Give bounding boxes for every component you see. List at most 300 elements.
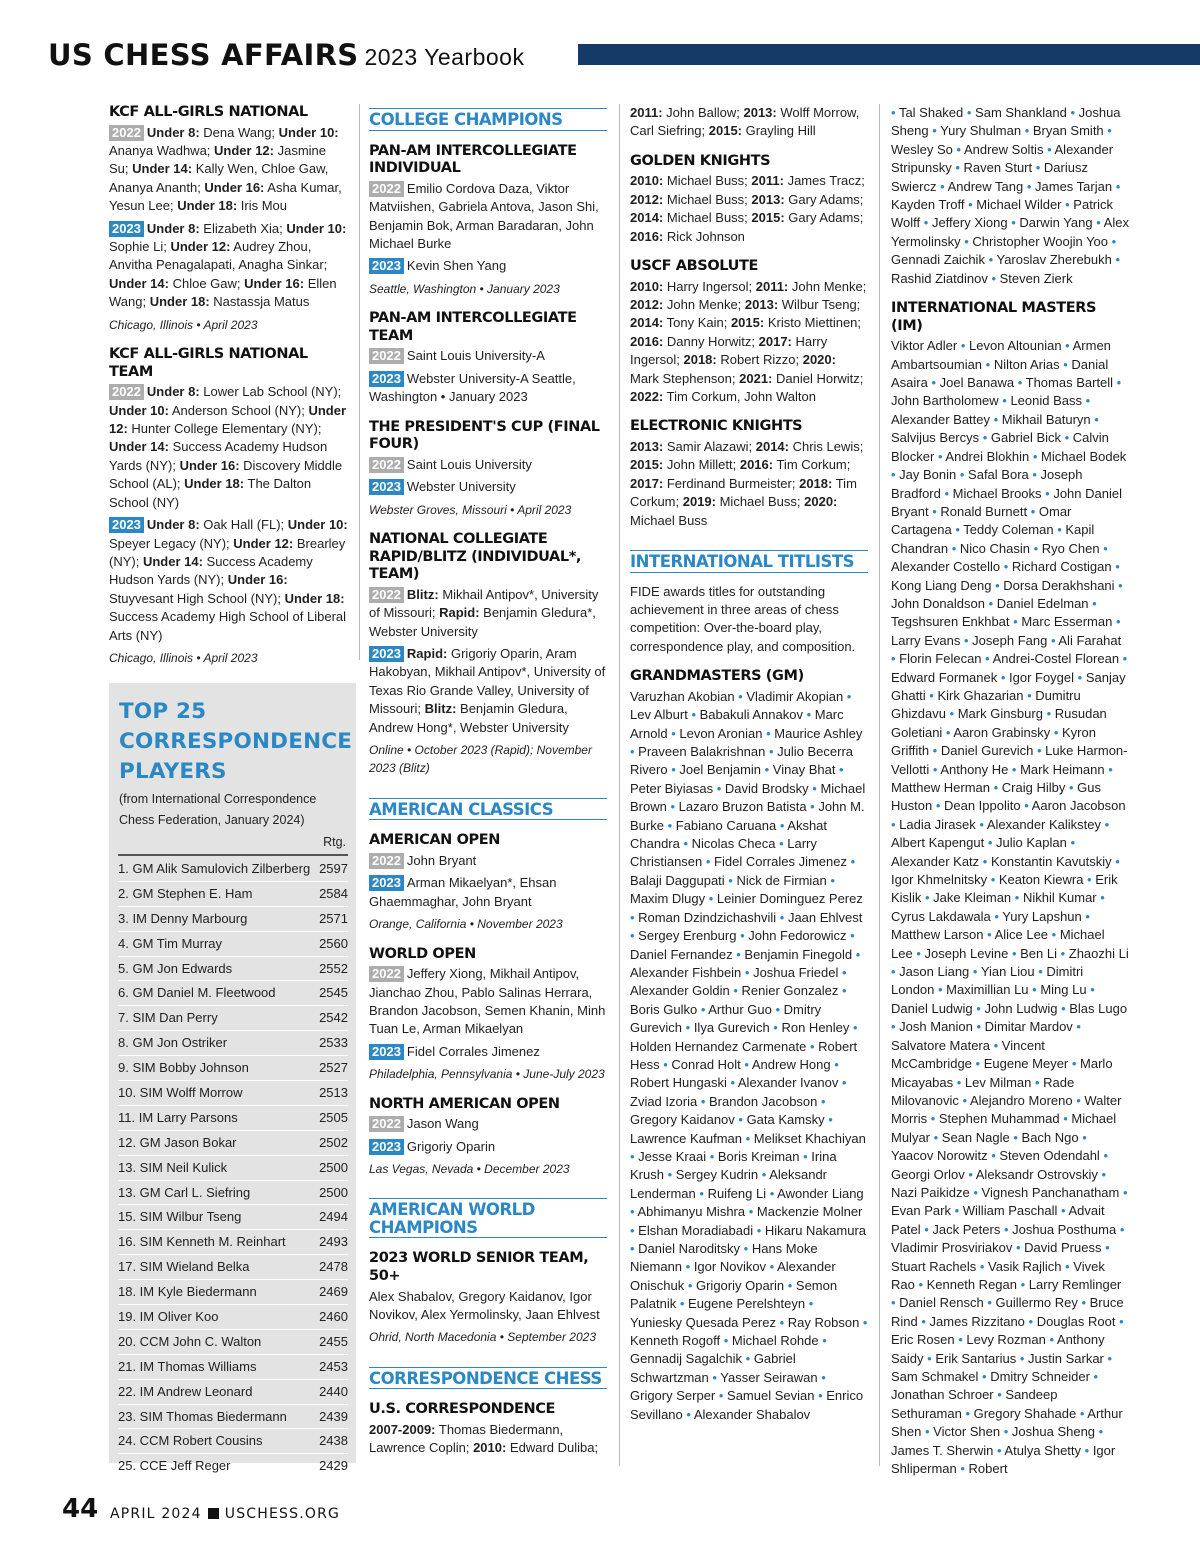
bullet-separator: • — [758, 1167, 770, 1183]
result-entry — [369, 1043, 607, 1061]
player-name: Joshua Posthuma — [1012, 1221, 1117, 1237]
top25-rating-header: Rtg. — [323, 835, 346, 849]
bullet-separator: • — [666, 799, 679, 815]
bullet-separator: • — [1034, 964, 1047, 980]
player-name: Yian Liou — [980, 964, 1035, 980]
player-rating: 2505 — [319, 1109, 348, 1125]
player-rating: 2513 — [319, 1085, 348, 1101]
player-name: Alexander Costello — [891, 559, 1001, 575]
bullet-separator: • — [957, 338, 970, 354]
bullet-separator: • — [630, 1241, 639, 1256]
top25-rule — [118, 854, 348, 856]
bullet-separator: • — [1032, 160, 1044, 176]
bullet-separator: • — [1076, 1405, 1088, 1421]
player-name: Conrad Holt — [671, 1056, 741, 1072]
player-name: Aaron Jacobson — [1031, 798, 1126, 814]
bullet-separator: • — [663, 817, 676, 833]
player-name: Steven Zierk — [999, 270, 1073, 286]
bullet-separator: • — [784, 1277, 796, 1293]
ranking-row — [118, 1330, 348, 1355]
player-name: Igor Shliperman — [891, 1442, 1116, 1477]
bullet-separator: • — [1103, 123, 1112, 139]
year-badge: 2023 — [369, 479, 404, 495]
event-location: Online • October 2023 (Rapid); November 2023 (Blitz) — [369, 742, 592, 776]
player-name: Erik Kislik — [891, 872, 1118, 906]
player-name: Fidel Corrales Jimenez — [714, 854, 847, 870]
bullet-separator: • — [1081, 1442, 1093, 1458]
player-name: Robert — [968, 1461, 1008, 1477]
bullet-separator: • — [805, 1296, 814, 1312]
bullet-separator: • — [954, 1332, 967, 1348]
player-name: Stuart Rachels — [891, 1258, 977, 1274]
bullet-separator: • — [740, 1056, 752, 1072]
bullet-separator: • — [990, 908, 1003, 924]
bullet-separator: • — [846, 854, 856, 870]
bullet-separator: • — [956, 467, 969, 483]
result-text: 2010: Michael Buss; 2011: James Tracz; 2012: Michael Buss; 2013: Gary Adams; 2014: Michael Buss; 2015: Gary Adams; 2016: Rick Johnson — [630, 173, 865, 244]
player-name: Boris Gulko — [630, 1001, 698, 1017]
result-entry — [369, 478, 607, 496]
event-heading: KCF ALL-GIRLS NATIONAL — [109, 104, 308, 120]
bullet-separator: • — [1101, 816, 1110, 832]
bullet-separator: • — [1066, 835, 1076, 851]
bullet-separator: • — [1104, 761, 1113, 777]
bullet-separator: • — [928, 123, 941, 139]
player-name: Sam Schmakel — [891, 1369, 979, 1384]
bullet-separator: • — [1000, 559, 1012, 575]
bullet-separator: • — [991, 577, 1004, 593]
bullet-separator: • — [1033, 743, 1046, 759]
player-name: 24. CCM Robert Cousins — [118, 1433, 263, 1449]
event-heading: GRANDMASTERS (GM) — [630, 668, 804, 685]
result-entry — [369, 180, 607, 254]
bullet-separator: • — [983, 1295, 996, 1311]
player-name: Levon Aronian — [679, 725, 763, 741]
player-name: Jonathan Schroer — [891, 1387, 994, 1403]
column-1 — [109, 104, 349, 667]
bullet-separator: • — [702, 854, 715, 870]
bullet-separator: • — [1000, 1221, 1013, 1237]
event-location: Philadelphia, Pennsylvania • June-July 2023 — [369, 1067, 605, 1082]
player-name: Bruce Rind — [891, 1295, 1124, 1329]
player-name: Darwin Yang — [1019, 215, 1093, 231]
player-name: Vincent McCambridge — [891, 1037, 1045, 1072]
player-name: Alexander Kalikstey — [986, 816, 1102, 832]
player-name: Ruifeng Li — [707, 1185, 767, 1201]
bullet-separator: • — [706, 1148, 718, 1164]
year-badge: 2022 — [369, 181, 404, 197]
player-name: Semon Palatnik — [630, 1277, 838, 1312]
bullet-separator: • — [775, 836, 788, 852]
player-name: Ladia Jirasek — [899, 816, 976, 832]
year-badge: 2023 — [369, 875, 404, 891]
player-name: Bach Ngo — [1021, 1129, 1079, 1145]
player-name: Ming Lu — [1040, 982, 1087, 998]
player-name: Ilya Gurevich — [693, 1020, 770, 1036]
player-rating: 2597 — [319, 861, 348, 876]
player-name: Joseph Fang — [972, 632, 1048, 648]
bullet-separator: • — [989, 780, 1002, 795]
player-name: Ali Farahat — [1058, 632, 1122, 648]
result-text: Under 8: Oak Hall (FL); Under 10: Speyer Legacy (NY); Under 12: Brearley (NY); Under 14: Success Academy Hudson Yards (NY); Under 16: Stuyvesant High School (NY); Under 18: Success Academy High School of Liberal Arts (NY) — [109, 517, 348, 643]
player-name: Jay Bonin — [899, 467, 957, 483]
bullet-separator: • — [720, 1333, 732, 1349]
bullet-separator: • — [697, 1093, 709, 1109]
bullet-separator: • — [983, 927, 995, 943]
player-rating: 2545 — [319, 985, 348, 1001]
bullet-separator: • — [630, 909, 639, 925]
bullet-separator: • — [1061, 197, 1074, 213]
player-name: Victor Shen — [933, 1424, 1001, 1440]
bullet-separator: • — [1017, 1276, 1029, 1292]
player-name: Gus Huston — [891, 780, 1101, 814]
bullet-separator: • — [981, 651, 993, 667]
bullet-separator: • — [734, 688, 747, 704]
bullet-separator: • — [960, 233, 973, 249]
bullet-separator: • — [948, 540, 960, 556]
player-name: 6. GM Daniel M. Fleetwood — [118, 985, 276, 1001]
bullet-separator: • — [976, 1258, 989, 1274]
player-name: Irina Krush — [630, 1148, 837, 1183]
player-name: Dumitru Ghizdavu — [891, 687, 1081, 722]
player-name: Hans Moke Niemann — [630, 1241, 818, 1275]
player-name: Walter Morris — [891, 1092, 1122, 1127]
player-name: Varuzhan Akobian — [630, 688, 735, 704]
bullet-separator: • — [958, 1092, 970, 1108]
player-name: Eugene Perelshteyn — [688, 1296, 806, 1312]
player-name: Eric Rosen — [891, 1332, 955, 1348]
result-text: Alex Shabalov, Gregory Kaidanov, Igor Novikov, Alex Yermolinsky, Jaan Ehlvest — [369, 1288, 600, 1322]
player-name: Vladimir Akopian — [746, 688, 844, 704]
bullet-separator: • — [630, 1204, 638, 1220]
bullet-separator: • — [1099, 1148, 1108, 1164]
bullet-separator: • — [1074, 669, 1086, 685]
player-name: Dmitry Gurevich — [630, 1001, 822, 1036]
bullet-separator: • — [676, 1296, 689, 1312]
player-name: Mikhail Baturyn — [1001, 411, 1091, 427]
player-name: Joseph Bradford — [891, 467, 1083, 501]
player-name: Alice Lee — [994, 927, 1049, 943]
player-rating: 2439 — [319, 1408, 348, 1424]
bullet-separator: • — [659, 1056, 672, 1072]
bullet-separator: • — [769, 1020, 782, 1036]
column-3 — [630, 104, 868, 1424]
result-text: Saint Louis University — [406, 456, 532, 472]
bullet-separator: • — [1029, 448, 1042, 464]
player-name: Robert Hess — [630, 1038, 858, 1072]
bullet-separator: • — [1097, 1166, 1107, 1182]
player-name: Dean Ippolito — [943, 798, 1021, 814]
bullet-separator: • — [708, 1369, 721, 1385]
player-name: Calvin Blocker — [891, 430, 1109, 464]
player-name: Alex Yermolinsky — [891, 215, 1129, 249]
bullet-separator: • — [742, 1130, 754, 1146]
bullet-separator: • — [1088, 595, 1097, 611]
bullet-separator: • — [917, 1313, 930, 1329]
titlist-list — [891, 104, 1129, 288]
bullet-separator: • — [753, 1222, 765, 1238]
bullet-separator: • — [736, 928, 749, 944]
player-name: Kirk Ghazarian — [937, 687, 1024, 703]
player-name: James Tarjan — [1035, 178, 1113, 194]
player-rating: 2500 — [319, 1159, 348, 1175]
bullet-separator: • — [1077, 1295, 1090, 1311]
player-name: Eugene Meyer — [983, 1056, 1069, 1072]
section-heading: COLLEGE CHAMPIONS — [369, 108, 607, 131]
player-name: Sam Shankland — [975, 105, 1067, 120]
result-entry — [369, 586, 607, 641]
player-name: Richard Costigan — [1011, 559, 1112, 575]
bullet-separator: • — [682, 1406, 694, 1422]
bullet-separator: • — [961, 1405, 974, 1421]
bullet-separator: • — [802, 707, 815, 723]
player-name: Holden Hernandez Carmenate — [630, 1038, 807, 1054]
player-name: Larry Evans — [891, 632, 961, 648]
player-name: Grigory Serper — [630, 1388, 716, 1404]
year-badge: 2022 — [369, 853, 404, 869]
result-text: 2013: Samir Alazawi; 2014: Chris Lewis; 2015: John Millett; 2016: Tim Corkum; 2017: Ferdinand Burmeister; 2018: Tim Corkum; 2019: Michael Buss; 2020: Michael Buss — [630, 439, 864, 528]
result-text: 2011: John Ballow; 2013: Wolff Morrow, Carl Siefring; 2015: Grayling Hill — [630, 105, 860, 139]
bullet-separator: • — [1115, 1313, 1124, 1329]
player-rating: 2560 — [319, 935, 348, 951]
bullet-separator: • — [630, 744, 639, 760]
bullet-separator: • — [1027, 503, 1039, 519]
bullet-separator: • — [761, 762, 773, 778]
bullet-separator: • — [762, 725, 775, 741]
header-title: US CHESS AFFAIRS 2023 Yearbook — [48, 38, 525, 72]
player-name: Viktor Adler — [891, 338, 958, 354]
player-name: Dimitri London — [891, 964, 1084, 998]
player-name: Thomas Bartell — [1025, 375, 1114, 391]
bullet-separator: • — [1047, 632, 1059, 648]
bullet-separator: • — [1068, 1056, 1081, 1072]
player-name: Alexander Onischuk — [630, 1259, 836, 1293]
event-heading: NATIONAL COLLEGIATE RAPID/BLITZ (INDIVIDUAL*, TEAM) — [369, 530, 582, 583]
bullet-separator: • — [1086, 982, 1095, 998]
column-2 — [369, 104, 607, 1462]
player-rating: 2438 — [319, 1433, 348, 1449]
player-rating: 2542 — [319, 1010, 348, 1026]
player-name: Alexander Fishbein — [630, 964, 742, 980]
result-text: Under 8: Elizabeth Xia; Under 10: Sophie Li; Under 12: Audrey Zhou, Anvitha Penagalapati, Anagha Sinkar; Under 14: Chloe Gaw; Under 16: Ellen Wang; Under 18: Nastassja Matus — [109, 220, 347, 310]
bullet-separator: • — [715, 1388, 728, 1404]
event-heading: GOLDEN KNIGHTS — [630, 152, 771, 169]
ranking-row — [118, 1181, 348, 1206]
player-name: Jesse Kraai — [638, 1148, 707, 1164]
player-rating: 2527 — [319, 1060, 348, 1076]
ranking-row — [118, 1056, 348, 1081]
player-name: Ben Li — [1020, 945, 1057, 961]
player-name: Jason Liang — [899, 964, 970, 980]
player-name: Nick de Firmian — [736, 872, 827, 888]
bullet-separator: • — [969, 964, 981, 980]
player-rating: 2571 — [319, 910, 348, 926]
ranking-row — [118, 1305, 348, 1330]
player-name: Alexander Katz — [891, 853, 980, 869]
player-name: William Paschall — [962, 1203, 1058, 1219]
bullet-separator: • — [1111, 853, 1120, 869]
bullet-separator: • — [1092, 215, 1104, 231]
event-heading: U.S. CORRESPONDENCE — [369, 1401, 556, 1418]
bullet-separator: • — [963, 105, 976, 120]
column-divider — [879, 104, 880, 1466]
section-heading: AMERICAN CLASSICS — [369, 798, 607, 821]
footer-issue: APRIL 2024 — [110, 1506, 202, 1522]
player-name: Zhaozhi Li — [1068, 945, 1129, 961]
player-name: Gennadij Sagalchik — [630, 1351, 743, 1367]
player-name: Alexander Stripunsky — [891, 141, 1114, 176]
bullet-separator: • — [932, 798, 944, 814]
event-heading: THE PRESIDENT'S CUP (FINAL FOUR) — [369, 418, 600, 453]
player-name: Tal Shaked — [898, 105, 964, 120]
bullet-separator: • — [776, 817, 788, 833]
result-text: Emilio Cordova Daza, Viktor Matviishen, Gabriela Antova, Jason Shi, Benjamin Bok, Arman Baradaran, John Michael Burke — [369, 180, 599, 251]
bullet-separator: • — [972, 1000, 985, 1016]
bullet-separator: • — [766, 1259, 778, 1275]
player-name: Julio Becerra Rivero — [630, 744, 854, 778]
bullet-separator: • — [975, 816, 987, 832]
bullet-separator: • — [1111, 252, 1121, 268]
player-rating: 2502 — [319, 1134, 348, 1150]
bullet-separator: • — [912, 945, 925, 961]
player-name: Babakuli Annakov — [699, 707, 803, 723]
event-location: Orange, California • November 2023 — [369, 917, 563, 932]
bullet-separator: • — [925, 687, 938, 703]
ranking-row — [118, 932, 348, 957]
bullet-separator: • — [1023, 178, 1036, 194]
year-badge: 2023 — [369, 258, 404, 274]
result-entry — [369, 456, 607, 474]
bullet-separator: • — [1057, 1000, 1070, 1016]
player-name: Alexander Battey — [891, 411, 991, 427]
bullet-separator: • — [964, 1166, 976, 1182]
player-name: Renier Gonzalez — [741, 983, 839, 999]
bullet-separator: • — [1065, 780, 1078, 795]
player-name: Joshua Sheng — [1011, 1424, 1096, 1440]
bullet-separator: • — [729, 983, 742, 999]
player-name: Yury Shulman — [940, 123, 1022, 139]
player-name: Joshua Sheng — [891, 105, 1121, 139]
player-name: Atulya Shetty — [1004, 1442, 1082, 1458]
bullet-separator: • — [713, 780, 725, 796]
bullet-separator: • — [1113, 375, 1122, 391]
result-entry — [369, 370, 607, 407]
bullet-separator: • — [1024, 1313, 1037, 1329]
bullet-separator: • — [950, 1203, 963, 1219]
player-name: Larry Remlinger — [1028, 1276, 1122, 1292]
player-name: Ron Henley — [781, 1020, 850, 1036]
player-name: Gabriel Bick — [990, 430, 1061, 446]
event-heading: USCF ABSOLUTE — [630, 258, 758, 275]
top25-box — [109, 683, 356, 1474]
player-name: Awonder Liang — [777, 1185, 864, 1201]
bullet-separator: • — [705, 891, 717, 907]
result-entry — [369, 347, 607, 365]
bullet-separator: • — [891, 651, 900, 667]
player-name: 10. SIM Wolff Morrow — [118, 1085, 243, 1101]
bullet-separator: • — [1028, 467, 1041, 483]
bullet-separator: • — [1114, 577, 1123, 593]
player-name: Cyrus Lakdawala — [891, 908, 991, 924]
bullet-separator: • — [814, 1388, 827, 1404]
player-name: Bryan Smith — [1032, 123, 1104, 139]
player-name: Larry Christiansen — [630, 836, 817, 870]
player-name: Grigoriy Oparin — [695, 1277, 785, 1293]
player-name: Georgi Orlov — [891, 1166, 965, 1182]
bullet-separator: • — [993, 1387, 1006, 1403]
bullet-separator: • — [1009, 614, 1022, 630]
player-name: Konstantin Kavutskiy — [990, 853, 1112, 869]
result-text: Saint Louis University-A — [406, 348, 545, 364]
event-heading: NORTH AMERICAN OPEN — [369, 1095, 560, 1112]
section-heading: CORRESPONDENCE CHESS — [369, 1367, 607, 1390]
result-text: Under 8: Dena Wang; Under 10: Ananya Wadhwa; Under 12: Jasmine Su; Under 14: Kally Wen, Chloe Gaw, Ananya Ananth; Under 16: Asha Kumar, Yesun Lee; Under 18: Iris Mou — [109, 124, 342, 214]
bullet-separator: • — [997, 669, 1009, 685]
bullet-separator: • — [921, 1424, 934, 1440]
player-name: Vivek Rao — [891, 1258, 1105, 1292]
bullet-separator: • — [838, 964, 847, 980]
bullet-separator: • — [1009, 1129, 1022, 1145]
bullet-separator: • — [1082, 393, 1091, 409]
section-heading: AMERICAN WORLD CHAMPIONS — [369, 1198, 607, 1238]
player-name: Abhimanyu Mishra — [637, 1204, 746, 1220]
player-name: Dorsa Derakhshani — [1003, 577, 1115, 593]
player-name: John Bartholomew — [891, 393, 999, 409]
player-name: Igor Khmelnitsky — [891, 872, 988, 888]
player-name: Danial Asaira — [891, 356, 1109, 391]
top25-note: (from International Correspondence Chess Federation, January 2024) — [119, 792, 317, 827]
bullet-separator: • — [990, 411, 1002, 427]
bullet-separator: • — [921, 890, 934, 906]
player-name: Maxim Dlugy — [630, 891, 706, 907]
bullet-separator: • — [667, 725, 680, 741]
bullet-separator: • — [978, 1369, 991, 1384]
bullet-separator: • — [852, 946, 861, 962]
bullet-separator: • — [1066, 105, 1079, 120]
player-name: Nikhil Kumar — [1022, 890, 1097, 906]
player-name: Andrew Hong — [751, 1056, 831, 1072]
player-name: Andrei-Costel Florean — [992, 651, 1120, 667]
bullet-separator: • — [846, 928, 855, 944]
result-text: Blitz: Mikhail Antipov*, University of Missouri; Rapid: Benjamin Gledura*, Webster University — [369, 586, 599, 639]
event-heading: INTERNATIONAL MASTERS (IM) — [891, 300, 1097, 334]
player-name: Fabiano Caruana — [675, 817, 777, 833]
player-name: Tegshsuren Enkhbat — [891, 614, 1010, 630]
bullet-separator: • — [726, 1075, 738, 1091]
player-name: Edward Formanek — [891, 669, 998, 685]
player-name: Steven Odendahl — [999, 1148, 1100, 1164]
ranking-row — [118, 1106, 348, 1131]
player-name: 7. SIM Dan Perry — [118, 1010, 218, 1026]
bullet-separator: • — [1053, 522, 1066, 538]
ranking-row — [118, 1081, 348, 1106]
bullet-separator: • — [817, 1369, 826, 1385]
result-text: FIDE awards titles for outstanding achievement in three areas of chess competition: Over-the-board play, correspondence play, and composition. — [630, 583, 856, 654]
bullet-separator: • — [940, 485, 953, 501]
player-name: Lev Milman — [964, 1074, 1032, 1090]
result-text: Grigoriy Oparin — [406, 1138, 496, 1154]
player-name: Alexander Goldin — [630, 983, 730, 999]
bullet-separator: • — [984, 835, 997, 851]
player-name: Craig Hilby — [1001, 780, 1066, 795]
player-name: Rade Milovanovic — [891, 1074, 1075, 1108]
player-name: Vladimir Prosviriakov — [891, 1240, 1013, 1256]
player-name: James Rizzitano — [929, 1313, 1025, 1329]
player-name: Samuel Sevian — [727, 1388, 815, 1404]
bullet-separator: • — [741, 964, 754, 980]
bullet-separator: • — [1072, 1019, 1081, 1035]
player-name: Rusudan Goletiani — [891, 706, 1107, 740]
